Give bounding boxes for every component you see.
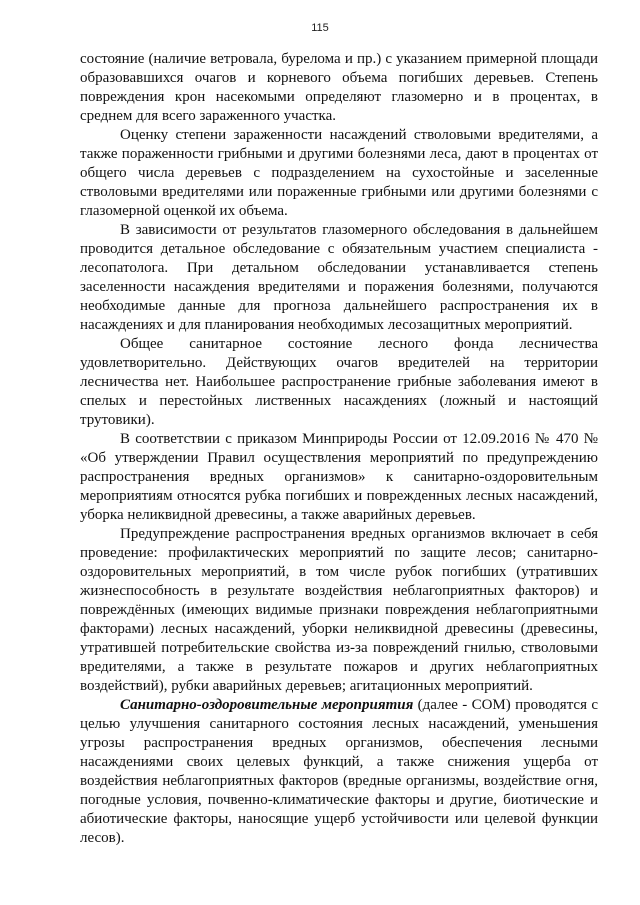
document-body — [80, 50, 598, 848]
page-number: 115 — [311, 22, 329, 34]
paragraph-ministry-order: В соответствии с приказом Минприроды России от 12.09.2016 № 470 № «Об утверждении Правил осуществления мероприятий по предупреждению распространения вредных организмов» к санитарно-оздоровительным мероприятиям относятся рубка погибших и поврежденных лесных насаждений, уборка неликвидной древесины, а также аварийных деревьев. — [80, 431, 598, 523]
paragraph-sanitary-state: Общее санитарное состояние лесного фонда лесничества удовлетворительно. Действующих очагов вредителей на территории лесничества нет. Наибольшее распространение грибные заболевания имеют в спелых и перестойных лиственных насаждениях (ложный и настоящий трутовики). — [80, 336, 598, 428]
term-som: Санитарно-оздоровительные мероприятия — [120, 697, 414, 713]
paragraph-som-text: (далее - СОМ) проводятся с целью улучшения санитарного состояния лесных насаждений, уменьшения угрозы распространения вредных организмов, обеспечения лесными насаждениями своих целевых функций, а также снижения ущерба от воздействия неблагоприятных факторов (вредные организмы, воздействие огня, погодные условия, почвенно-климатические факторы и другие, биотические и абиотические факторы, наносящие ущерб устойчивости или целевой функции лесов). — [80, 697, 598, 846]
paragraph-detailed-survey: В зависимости от результатов глазомерного обследования в дальнейшем проводится детальное обследование с обязательным участием специалиста - лесопатолога. При детальном обследовании устанавливается степень заселенности насаждения вредителями и поражения болезнями, получаются необходимые данные для прогноза дальнейшего распространения их в насаждениях и для планирования необходимых лесозащитных мероприятий. — [80, 222, 598, 333]
paragraph-continuation: состояние (наличие ветровала, бурелома и пр.) с указанием примерной площади образовавшихся очагов и корневого объема погибших деревьев. Степень повреждения крон насекомыми определяют глазомерно и в процентах, в среднем для всего зараженного участка. — [80, 51, 598, 124]
paragraph-infestation-assessment: Оценку степени зараженности насаждений стволовыми вредителями, а также пораженности грибными и другими болезнями леса, дают в процентах от общего числа деревьев с подразделением на сухостойные и заселенные стволовыми вредителями или пораженные грибными или другими болезнями с глазомерной оценкой их объема. — [80, 127, 598, 219]
paragraph-prevention: Предупреждение распространения вредных организмов включает в себя проведение: профилактических мероприятий по защите лесов; санитарно-оздоровительных мероприятий, в том числе рубок погибших (утративших жизнеспособность в результате воздействия неблагоприятных факторов) и повреждённых (имеющих видимые признаки повреждения неблагоприятными факторами) лесных насаждений, уборки неликвидной древесины (древесины, утратившей потребительские свойства из-за повреждений гнилью, стволовыми вредителями, а также в результате пожаров и других неблагоприятных воздействий), рубки аварийных деревьев; агитационных мероприятий. — [80, 526, 598, 694]
paragraph-som-definition — [80, 696, 598, 848]
